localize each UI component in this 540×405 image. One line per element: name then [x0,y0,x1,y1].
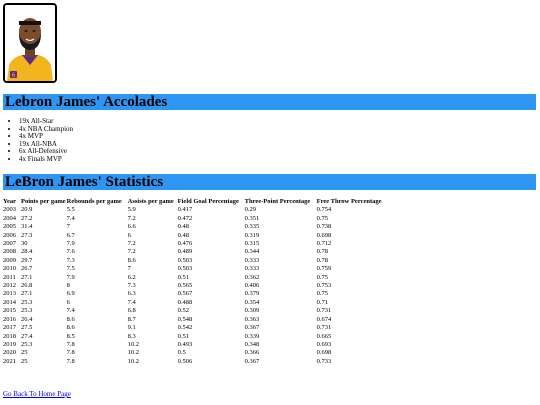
free-throw-pct-cell: 0.738 [316,223,332,231]
three-point-pct-cell: 0.339 [244,332,260,340]
table-row [3,206,383,214]
year-cell: 2011 [3,273,16,281]
assists-cell: 6.6 [127,223,136,231]
rebounds-cell: 8 [66,282,70,290]
rebounds-cell: 6 [66,298,70,306]
svg-text:6: 6 [11,72,16,79]
free-throw-pct-cell: 0.75 [316,290,329,298]
three-point-pct-cell: 0.335 [244,223,260,231]
points-cell: 26.8 [21,282,33,290]
table-row [3,257,383,265]
free-throw-pct-cell: 0.753 [316,282,332,290]
table-row [3,341,383,349]
free-throw-pct-cell: 0.78 [316,256,329,264]
year-cell: 2016 [3,315,16,323]
three-point-pct-cell: 0.367 [244,357,260,365]
statistics-table [3,198,383,366]
year-cell: 2013 [3,290,16,298]
table-row [3,240,383,248]
field-goal-pct-cell: 0.493 [177,340,193,348]
assists-cell: 7.2 [127,240,136,248]
free-throw-pct-cell: 0.731 [316,324,332,332]
table-row [3,333,383,341]
rebounds-cell: 7.4 [66,307,75,315]
player-photo [3,3,57,83]
table-row [3,324,383,332]
points-cell: 28.4 [21,248,33,256]
free-throw-pct-cell: 0.754 [316,206,332,214]
three-point-pct-cell: 0.363 [244,315,260,323]
column-header-three-point-pct: Three-Point Percentage [244,198,311,205]
table-header-row [3,198,383,206]
field-goal-pct-cell: 0.51 [177,273,190,281]
column-header-field-goal-pct: Field Goal Percentage [177,198,239,205]
assists-cell: 7.2 [127,248,136,256]
field-goal-pct-cell: 0.48 [177,223,190,231]
table-row [3,282,383,290]
rebounds-cell: 6.9 [66,290,75,298]
assists-cell: 10.2 [127,349,140,357]
free-throw-pct-cell: 0.731 [316,307,332,315]
field-goal-pct-cell: 0.476 [177,240,193,248]
points-cell: 27.4 [21,332,33,340]
free-throw-pct-cell: 0.75 [316,273,329,281]
year-cell: 2010 [3,265,16,273]
field-goal-pct-cell: 0.489 [177,248,193,256]
rebounds-cell: 7.8 [66,357,75,365]
points-cell: 25 [21,349,28,357]
field-goal-pct-cell: 0.503 [177,265,193,273]
field-goal-pct-cell: 0.548 [177,315,193,323]
field-goal-pct-cell: 0.488 [177,298,193,306]
list-item: • 4x MVP [19,133,73,141]
table-row [3,299,383,307]
field-goal-pct-cell: 0.417 [177,206,193,214]
assists-cell: 10.2 [127,340,140,348]
points-cell: 26.4 [21,315,33,323]
list-item: • 19x All-Star [19,118,73,126]
points-cell: 29.7 [21,256,33,264]
list-item: • 6x All-Defensive [19,148,73,156]
year-cell: 2009 [3,256,16,264]
table-row [3,265,383,273]
free-throw-pct-cell: 0.693 [316,340,332,348]
assists-cell: 7.3 [127,282,136,290]
list-item: • 4x NBA Champion [19,126,73,134]
free-throw-pct-cell: 0.712 [316,240,332,248]
points-cell: 27.1 [21,273,33,281]
three-point-pct-cell: 0.367 [244,324,260,332]
statistics-table-body [3,206,383,366]
table-row [3,232,383,240]
three-point-pct-cell: 0.315 [244,240,260,248]
rebounds-cell: 8.6 [66,324,75,332]
column-header-assists: Assists per game [127,198,174,205]
points-cell: 26.7 [21,265,33,273]
points-cell: 27.5 [21,324,33,332]
assists-cell: 7 [127,265,131,273]
three-point-pct-cell: 0.333 [244,265,260,273]
points-cell: 27.3 [21,231,33,239]
rebounds-cell: 7.5 [66,265,75,273]
assists-cell: 8.7 [127,315,136,323]
year-cell: 2003 [3,206,16,214]
field-goal-pct-cell: 0.52 [177,307,190,315]
player-headshot-image [5,5,55,81]
free-throw-pct-cell: 0.665 [316,332,332,340]
free-throw-pct-cell: 0.78 [316,248,329,256]
rebounds-cell: 7.8 [66,340,75,348]
year-cell: 2018 [3,332,16,340]
table-row [3,349,383,357]
assists-cell: 6 [127,231,131,239]
year-cell: 2020 [3,349,16,357]
three-point-pct-cell: 0.379 [244,290,260,298]
free-throw-pct-cell: 0.674 [316,315,332,323]
points-cell: 27.1 [21,290,33,298]
assists-cell: 6.3 [127,290,136,298]
column-header-points: Points per game [21,198,66,205]
year-cell: 2005 [3,223,16,231]
rebounds-cell: 7.8 [66,349,75,357]
three-point-pct-cell: 0.344 [244,248,260,256]
assists-cell: 7.4 [127,298,136,306]
assists-cell: 7.2 [127,214,136,222]
year-cell: 2017 [3,324,16,332]
table-row [3,307,383,315]
points-cell: 20.9 [21,206,33,214]
rebounds-cell: 7 [66,223,70,231]
field-goal-pct-cell: 0.48 [177,231,190,239]
three-point-pct-cell: 0.319 [244,231,260,239]
assists-cell: 5.9 [127,206,136,214]
free-throw-pct-cell: 0.698 [316,231,332,239]
rebounds-cell: 8.6 [66,315,75,323]
points-cell: 25 [21,357,28,365]
field-goal-pct-cell: 0.567 [177,290,193,298]
assists-cell: 6.8 [127,307,136,315]
year-cell: 2006 [3,231,16,239]
rebounds-cell: 8.5 [66,332,75,340]
points-cell: 31.4 [21,223,33,231]
field-goal-pct-cell: 0.506 [177,357,193,365]
points-cell: 27.2 [21,214,33,222]
year-cell: 2014 [3,298,16,306]
year-cell: 2012 [3,282,16,290]
three-point-pct-cell: 0.348 [244,340,260,348]
back-to-home-link[interactable]: Go Back To Home Page [3,390,71,398]
three-point-pct-cell: 0.406 [244,282,260,290]
free-throw-pct-cell: 0.75 [316,214,329,222]
table-row [3,223,383,231]
year-cell: 2015 [3,307,16,315]
three-point-pct-cell: 0.366 [244,349,260,357]
accolades-list [8,118,73,163]
free-throw-pct-cell: 0.759 [316,265,332,273]
column-header-free-throw-pct: Free Throw Percentage [316,198,382,205]
year-cell: 2004 [3,214,16,222]
three-point-pct-cell: 0.309 [244,307,260,315]
table-row [3,358,383,366]
field-goal-pct-cell: 0.503 [177,256,193,264]
accolades-heading: Lebron James' Accolades [3,94,536,110]
rebounds-cell: 7.9 [66,273,75,281]
rebounds-cell: 6.7 [66,231,75,239]
list-item: • 19x All-NBA [19,141,73,149]
assists-cell: 8.6 [127,256,136,264]
assists-cell: 10.2 [127,357,140,365]
points-cell: 25.3 [21,298,33,306]
rebounds-cell: 7.3 [66,256,75,264]
field-goal-pct-cell: 0.472 [177,214,193,222]
rebounds-cell: 7.4 [66,214,75,222]
field-goal-pct-cell: 0.5 [177,349,186,357]
rebounds-cell: 7.6 [66,248,75,256]
free-throw-pct-cell: 0.71 [316,298,329,306]
three-point-pct-cell: 0.354 [244,298,260,306]
points-cell: 30 [21,240,28,248]
field-goal-pct-cell: 0.565 [177,282,193,290]
table-row [3,215,383,223]
points-cell: 25.3 [21,340,33,348]
points-cell: 25.3 [21,307,33,315]
three-point-pct-cell: 0.333 [244,256,260,264]
statistics-heading: LeBron James' Statistics [3,174,536,190]
field-goal-pct-cell: 0.51 [177,332,190,340]
free-throw-pct-cell: 0.698 [316,349,332,357]
table-row [3,274,383,282]
free-throw-pct-cell: 0.733 [316,357,332,365]
rebounds-cell: 5.5 [66,206,75,214]
table-row [3,290,383,298]
list-item: • 4x Finals MVP [19,156,73,164]
year-cell: 2021 [3,357,16,365]
three-point-pct-cell: 0.351 [244,214,260,222]
assists-cell: 9.1 [127,324,136,332]
rebounds-cell: 7.9 [66,240,75,248]
year-cell: 2007 [3,240,16,248]
table-row [3,316,383,324]
three-point-pct-cell: 0.29 [244,206,257,214]
assists-cell: 8.3 [127,332,136,340]
year-cell: 2019 [3,340,16,348]
assists-cell: 6.2 [127,273,136,281]
column-header-rebounds: Rebounds per game [66,198,122,205]
table-row [3,248,383,256]
field-goal-pct-cell: 0.542 [177,324,193,332]
column-header-year: Year [3,198,16,205]
year-cell: 2008 [3,248,16,256]
three-point-pct-cell: 0.362 [244,273,260,281]
